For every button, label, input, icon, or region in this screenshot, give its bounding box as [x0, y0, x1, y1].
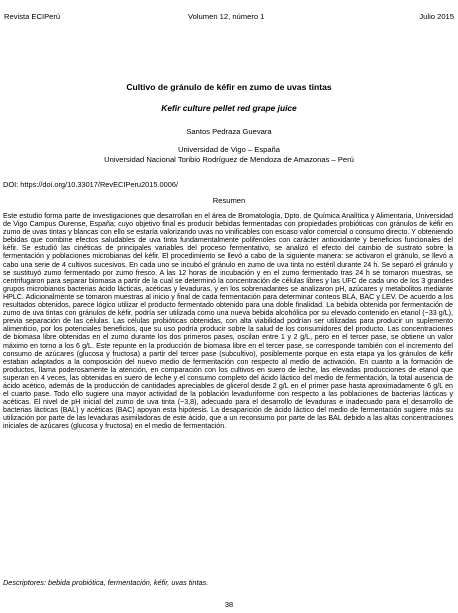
page-number: 38	[224, 600, 234, 609]
affiliation-1: Universidad de Vigo – España	[177, 145, 281, 154]
article-title-spanish: Cultivo de gránulo de kéfir en zumo de uvas tintas	[126, 82, 332, 92]
abstract-body	[3, 212, 453, 431]
running-header	[4, 12, 454, 22]
abstract-paragraph: Este estudio forma parte de investigaciones que desarrollan en el área de Bromatología, Dpto. de Química Analítica y Alimentaria, Universidad de Vigo Campus Ourense, España; cuyo objetivo final es producir bebidas fermentadas con propiedades probióticas con gránulos de kéfir en zumo de uvas tintas y blancas con ello se estaría valorizando uvas no vinificables con escaso valor comercial o consumo directo. Y obteniendo bebidas que combine efectos saludables de uva tinta fundamentalmente polifenoles con carácter antioxidante y beneficios funcionales del kéfir. Se estudió las cinéticas de principales variables del proceso fermentativo, se analizó el efecto del cambio de sustrato sobre la fermentación y poblaciones microbianas del kéfir. El procedimiento se llevó a cabo de la siguiente manera: se activaron el gránulo, se llevó a cabo una serie de 4 cultivos sucesivos. En cada uno se incubó el gránulo en zumo de uva tinta no estéril durante 24 h. Se separó el gránulo y se sustituyó zumo fermentado por zumo fresco. A las 12 horas de incubación y en el zumo fermentado tras 24 h se tomaron muestras, se centrifugaron para separar biomasa a partir de la cual se determinó la concentración de células libres y las UFC de cada uno de los 3 grandes grupos microbianos bacterias ácido lácticas, acéticas y levaduras, y en los sobrenadantes se analizaron pH, azúcares y metabolitos mediante HPLC. Adicionalmente se tomaron muestras al inicio y final de cada fermentación para determinar conteos BLA, BAC y LEV. De acuerdo a los resultados obtenidos, parece lógico utilizar el producto fermentado obtenido para una doble finalidad. La bebida obtenida por fermentación de zumo de uva tintas con gránulos de kéfir, podría ser utilizada como una nueva bebida alcohólica por su elevado contenido en etanol (~33 g/L), previa separación de las células. Las células probióticas obtenidas, con alta viabilidad podrían ser utilizadas para producir un suplemento alimenticio, por los potenciales beneficios, que su uso podría producir sobre la salud de los consumidores del producto. Las concentraciones de biomasa libre obtenidas en el zumo durante los dos primeros pases, oscilan entre 1 y 2 g/L, pero en el tercer pase, se obtiene un valor máximo en torno a los 6 g/L. Este repunte en la producción de biomasa libre en el tercer pase, se corresponde también con el incremento del consumo de azúcares (glucosa y fructosa) a partir del tercer pase (subcultivo), posiblemente porque en esta etapa ya los gránulos de kéfir estaban adaptados a la composición del nuevo medio de fermentación con respecto al medio de activación. En cuanto a la formación de productos, llama poderosamente la atención, en comparación con los cultivos en suero de leche, las elevadas producciones de etanol que superan en 4 veces, las obtenidas en suero de leche y el consumo completo del ácido láctico del medio de fermentación, la total ausencia de ácido acético, además de la producción de cantidades apreciables de glicerol desde 2 g/L en el primer pase hasta aproximadamente 6 g/L en el cuarto pase. Todo ello sugiere una mayor actividad de la población levaduriforme con respecto a las poblaciones de bacterias lácticas y acéticas. El nivel de pH inicial del zumo de uva tinta (~3,8), adecuado para el desarrollo de levaduras e inadecuado para el desarrollo de bacterias lácticas (BAL) y acéticas (BAC) apoyan esta hipótesis. La desaparición de ácido láctico del medio de fermentación sugiere más su utilización por parte de las levaduras asimiladoras de este ácido, que a un reconsumo por parte de las BAL debido a las altas concentraciones iniciales de azúcares (glucosa y fructosa) en el medio de fermentación.	[3, 212, 453, 431]
issue-date: Julio 2015	[419, 12, 454, 21]
article-title-english: Kefir culture pellet red grape juice	[161, 103, 297, 113]
keywords: Descriptores: bebida probiótica, fermentación, kéfir, uvas tintas.	[3, 578, 209, 587]
volume-issue: Volumen 12, número 1	[188, 12, 265, 21]
affiliation-2: Universidad Nacional Toribio Rodríguez de Mendoza de Amazonas – Perú	[104, 155, 354, 164]
doi-link[interactable]: DOI: https://doi.org/10.33017/RevECIPeru2015.0006/	[3, 180, 179, 189]
author-name: Santos Pedraza Guevara	[186, 127, 272, 136]
journal-name: Revista ECIPerú	[4, 12, 61, 21]
abstract-heading: Resumen	[212, 196, 246, 205]
